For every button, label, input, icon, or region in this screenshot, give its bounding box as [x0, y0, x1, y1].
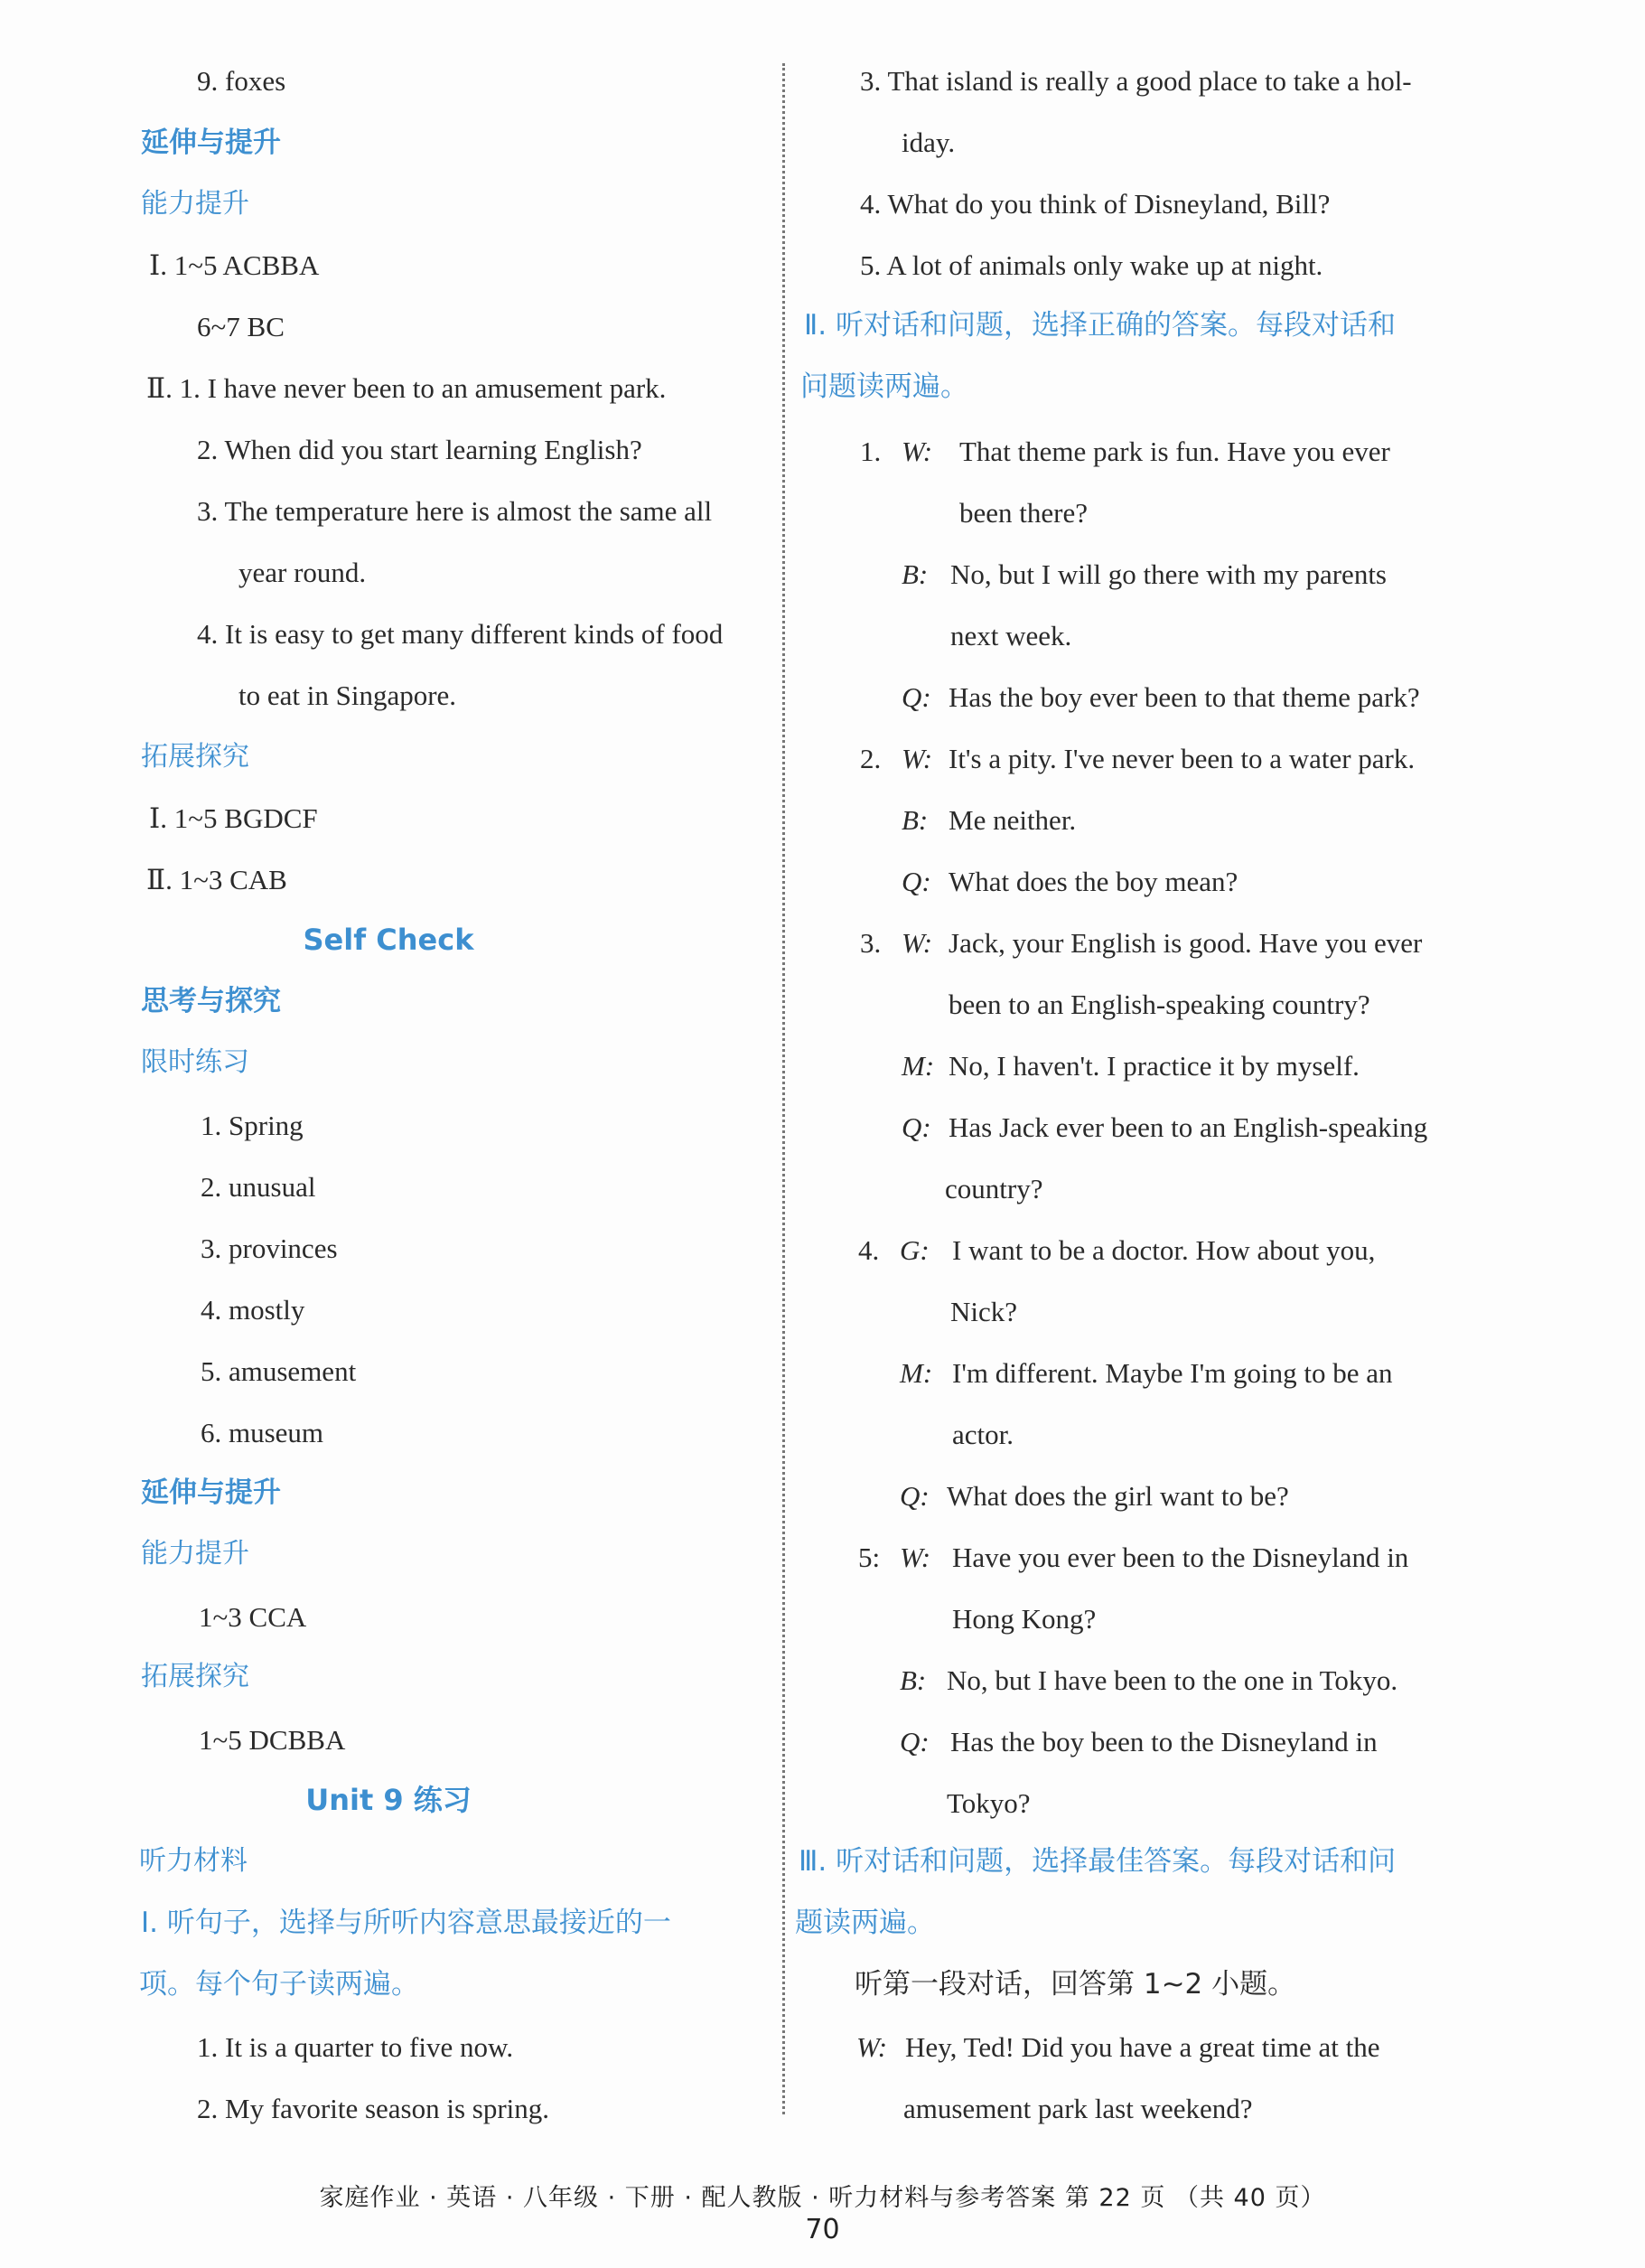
- dialogue-line: been there?: [959, 497, 1088, 529]
- speaker-label: W:: [902, 436, 933, 467]
- dialogue-number: 4.: [858, 1234, 880, 1266]
- listening-sentence: 5. A lot of animals only wake up at night.: [860, 249, 1323, 281]
- listening-sentence: iday.: [902, 127, 956, 158]
- section-title: Self Check: [303, 923, 474, 957]
- page-number: 70: [805, 2214, 840, 2245]
- answer-line: Ⅰ. 1~5 BGDCF: [149, 802, 318, 834]
- listening-sentence: 2. My favorite season is spring.: [197, 2093, 550, 2124]
- speaker-label: W:: [856, 2031, 888, 2063]
- column-divider: [782, 63, 785, 2114]
- section-heading: 延伸与提升: [141, 127, 281, 159]
- speaker-label: W:: [900, 1542, 931, 1573]
- dialogue-number: 1.: [860, 436, 882, 467]
- section-title: Unit 9 练习: [305, 1783, 472, 1817]
- answer-line: Ⅰ. 1~5 ACBBA: [149, 249, 320, 281]
- instruction-text: Ⅰ. 听句子，选择与所听内容意思最接近的一: [141, 1907, 671, 1939]
- instruction-text: 项。每个句子读两遍。: [139, 1968, 419, 2001]
- speaker-label: B:: [902, 804, 929, 836]
- subsection-heading: 拓展探究: [141, 1661, 249, 1692]
- answer-line: 1~3 CCA: [199, 1601, 307, 1633]
- dialogue-line: Has the boy been to the Disneyland in: [950, 1726, 1378, 1757]
- dialogue-line: country?: [945, 1173, 1043, 1204]
- dialogue-line: I want to be a doctor. How about you,: [952, 1234, 1376, 1266]
- answer-line: Ⅱ. 1~3 CAB: [146, 864, 287, 895]
- answer-line: 1~5 DCBBA: [199, 1724, 346, 1756]
- subsection-heading: 限时练习: [141, 1046, 249, 1078]
- page-footer: 家庭作业 · 英语 · 八年级 · 下册 · 配人教版 · 听力材料与参考答案 第 22 页 （共 40 页）: [319, 2184, 1326, 2212]
- speaker-label: B:: [902, 558, 929, 590]
- answer-line: 6. museum: [201, 1417, 324, 1448]
- speaker-label: W:: [902, 743, 933, 774]
- dialogue-line: I'm different. Maybe I'm going to be an: [952, 1357, 1393, 1389]
- dialogue-number: 5:: [858, 1542, 881, 1573]
- speaker-label: M:: [900, 1357, 933, 1389]
- listening-instruction: 听第一段对话，回答第 1~2 小题。: [855, 1968, 1296, 2001]
- speaker-label: Q:: [900, 1480, 930, 1512]
- answer-line: 9. foxes: [197, 65, 286, 97]
- section-heading: 延伸与提升: [141, 1476, 281, 1509]
- dialogue-line: Have you ever been to the Disneyland in: [952, 1542, 1409, 1573]
- speaker-label: B:: [900, 1664, 927, 1696]
- dialogue-line: amusement park last weekend?: [903, 2093, 1253, 2124]
- speaker-label: Q:: [902, 681, 931, 713]
- answer-line: 3. The temperature here is almost the same all: [197, 495, 713, 527]
- answer-line: 4. It is easy to get many different kinds of food: [197, 618, 724, 650]
- answer-line: Ⅱ. 1. I have never been to an amusement park.: [146, 372, 667, 404]
- dialogue-line: actor.: [952, 1419, 1014, 1450]
- answer-line: 4. mostly: [201, 1294, 305, 1326]
- answer-line: 6~7 BC: [197, 311, 285, 342]
- dialogue-line: Jack, your English is good. Have you ever: [949, 927, 1423, 959]
- dialogue-line: Nick?: [950, 1296, 1018, 1327]
- dialogue-line: Tokyo?: [947, 1787, 1031, 1819]
- dialogue-line: next week.: [950, 620, 1072, 651]
- dialogue-line: No, but I have been to the one in Tokyo.: [947, 1664, 1398, 1696]
- section-heading: 思考与探究: [141, 985, 281, 1017]
- answer-line: 5. amusement: [201, 1355, 357, 1387]
- dialogue-number: 2.: [860, 743, 882, 774]
- dialogue-line: That theme park is fun. Have you ever: [959, 436, 1390, 467]
- dialogue-line: What does the boy mean?: [949, 866, 1238, 897]
- answer-line: year round.: [238, 557, 367, 588]
- dialogue-line: No, I haven't. I practice it by myself.: [949, 1050, 1360, 1082]
- speaker-label: Q:: [902, 1111, 931, 1143]
- listening-sentence: 1. It is a quarter to five now.: [197, 2031, 514, 2063]
- dialogue-line: What does the girl want to be?: [947, 1480, 1289, 1512]
- dialogue-line: Hey, Ted! Did you have a great time at the: [905, 2031, 1380, 2063]
- speaker-label: Q:: [902, 866, 931, 897]
- dialogue-line: No, but I will go there with my parents: [950, 558, 1387, 590]
- dialogue-line: Me neither.: [949, 804, 1077, 836]
- dialogue-line: Has Jack ever been to an English-speaking: [949, 1111, 1428, 1143]
- instruction-text: Ⅲ. 听对话和问题，选择最佳答案。每段对话和问: [799, 1845, 1397, 1878]
- dialogue-line: Hong Kong?: [952, 1603, 1097, 1635]
- speaker-label: W:: [902, 927, 933, 959]
- instruction-text: Ⅱ. 听对话和问题，选择正确的答案。每段对话和: [804, 309, 1396, 342]
- dialogue-number: 3.: [860, 927, 882, 959]
- answer-line: 3. provinces: [201, 1232, 338, 1264]
- speaker-label: G:: [900, 1234, 930, 1266]
- answer-line: 2. unusual: [201, 1171, 316, 1203]
- subsection-heading: 听力材料: [139, 1845, 248, 1877]
- subsection-heading: 能力提升: [141, 188, 249, 220]
- listening-sentence: 4. What do you think of Disneyland, Bill?: [860, 188, 1331, 220]
- answer-line: 1. Spring: [201, 1110, 304, 1141]
- answer-line: to eat in Singapore.: [238, 679, 457, 711]
- speaker-label: Q:: [900, 1726, 930, 1757]
- instruction-text: 问题读两遍。: [800, 370, 968, 403]
- dialogue-line: been to an English-speaking country?: [949, 989, 1370, 1020]
- listening-sentence: 3. That island is really a good place to take a hol-: [860, 65, 1412, 97]
- answer-line: 2. When did you start learning English?: [197, 434, 642, 465]
- instruction-text: 题读两遍。: [795, 1907, 935, 1939]
- subsection-heading: 拓展探究: [141, 741, 249, 773]
- subsection-heading: 能力提升: [141, 1538, 249, 1570]
- speaker-label: M:: [902, 1050, 935, 1082]
- dialogue-line: It's a pity. I've never been to a water park.: [949, 743, 1416, 774]
- dialogue-line: Has the boy ever been to that theme park?: [949, 681, 1420, 713]
